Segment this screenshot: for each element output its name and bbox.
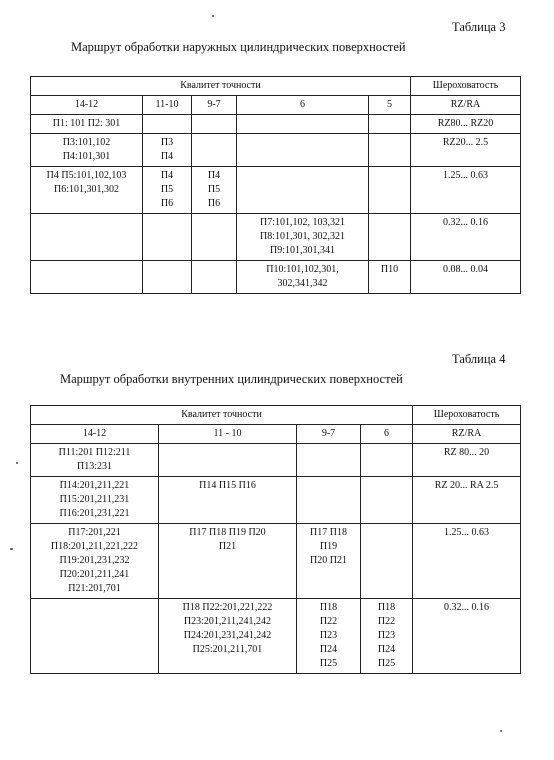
table-cell: [31, 134, 143, 167]
table4-header-col-14-12: 14-12: [31, 425, 159, 444]
cell-line: П6:101,301,302: [54, 184, 119, 195]
table-row: [31, 477, 521, 524]
table-cell: [192, 134, 237, 167]
cell-line: П24: [319, 644, 338, 655]
cell-line: П20:201,211,241: [59, 569, 130, 580]
table-cell: [31, 444, 159, 477]
cell-line: П24:201,231,241,242: [183, 630, 272, 641]
table-cell: [297, 599, 361, 674]
scan-speck: [212, 15, 214, 17]
table4-body: [31, 444, 521, 674]
scan-speck: [10, 548, 13, 550]
table-cell: [143, 261, 192, 294]
cell-line: П23: [377, 630, 396, 641]
cell-line: П5: [160, 184, 174, 195]
cell-line: П15:201,211,231: [59, 494, 130, 505]
cell-line: П11:201 П12:211: [58, 447, 131, 458]
table-cell: [143, 214, 192, 261]
cell-line: П7:101,102, 103,321: [260, 217, 345, 228]
table3-header-col-11-10: 11-10: [143, 96, 192, 115]
cell-line: П14 П15 П16: [199, 480, 256, 491]
cell-line: П21: [218, 541, 237, 552]
cell-line: П22: [319, 616, 338, 627]
cell-line: П23:201,211,241,242: [183, 616, 272, 627]
cell-line: П5: [207, 184, 221, 195]
cell-line: П17 П18 П19 П20: [189, 527, 266, 538]
table-cell: [361, 444, 413, 477]
cell-line: П19:201,231,232: [59, 555, 130, 566]
table-cell: [411, 261, 521, 294]
table3-header-col-9-7: 9-7: [192, 96, 237, 115]
table-cell: [369, 115, 411, 134]
table4-number: Таблица 4: [452, 352, 506, 366]
table-cell: [413, 524, 521, 599]
table-cell: [361, 524, 413, 599]
table-row: [31, 444, 521, 477]
table-cell: [143, 115, 192, 134]
cell-line: П10: [380, 264, 399, 275]
cell-line: П4: [160, 170, 174, 181]
table3-header-col-5: 5: [369, 96, 411, 115]
table-cell: [237, 115, 369, 134]
table-row: [31, 214, 521, 261]
cell-line: П25: [377, 658, 396, 669]
table-cell: [31, 167, 143, 214]
cell-line: П19: [319, 541, 338, 552]
table-cell: [31, 261, 143, 294]
table3-number: Таблица 3: [452, 20, 506, 34]
table-cell: [413, 444, 521, 477]
cell-line: П23: [319, 630, 338, 641]
cell-line: П17 П18: [310, 527, 347, 538]
cell-line: П25:201,211,701: [192, 644, 263, 655]
cell-line: П3: [160, 137, 174, 148]
table-cell: [192, 214, 237, 261]
cell-line: П13:231: [77, 461, 112, 472]
table4-header-col-11-10: 11 - 10: [159, 425, 297, 444]
table-row: [31, 599, 521, 674]
cell-line: П8:101,301, 302,321: [260, 231, 345, 242]
table-row: [31, 261, 521, 294]
cell-line: 1.25... 0.63: [443, 170, 488, 181]
cell-line: П16:201,231,221: [59, 508, 130, 519]
table4-header-col-9-7: 9-7: [297, 425, 361, 444]
cell-line: П3:101,102: [62, 137, 111, 148]
cell-line: П10:101,102,301,: [266, 264, 339, 275]
table-cell: [159, 444, 297, 477]
table3: [30, 76, 521, 294]
cell-line: RZ 80... 20: [443, 447, 490, 458]
table-cell: [31, 599, 159, 674]
table4-header-roughness-unit: RZ/RA: [413, 425, 521, 444]
table-row: [31, 115, 521, 134]
cell-line: 0.32... 0.16: [444, 602, 490, 613]
cell-line: П18: [377, 602, 396, 613]
cell-line: П6: [207, 198, 221, 209]
cell-line: RZ20... 2.5: [442, 137, 489, 148]
table-cell: [369, 167, 411, 214]
table4: [30, 405, 521, 674]
table-cell: [143, 134, 192, 167]
table3-header-group: Квалитет точности: [31, 77, 411, 96]
table-cell: [31, 524, 159, 599]
table-cell: [413, 599, 521, 674]
table-cell: [237, 134, 369, 167]
table-cell: [411, 115, 521, 134]
table4-header-roughness: Шероховатость: [413, 406, 521, 425]
cell-line: П14:201,211,221: [59, 480, 130, 491]
scan-speck: [16, 462, 18, 464]
table-cell: [237, 261, 369, 294]
cell-line: 0.08... 0.04: [443, 264, 488, 275]
cell-line: П20 П21: [310, 555, 347, 566]
table-cell: [369, 134, 411, 167]
cell-line: 302,341,342: [277, 278, 328, 289]
table-cell: [31, 115, 143, 134]
cell-line: П9:101,301,341: [270, 245, 335, 256]
cell-line: П6: [160, 198, 174, 209]
table-cell: [297, 477, 361, 524]
table-cell: [413, 477, 521, 524]
table3-header-col-6: 6: [237, 96, 369, 115]
cell-line: П4: [207, 170, 221, 181]
cell-line: П4 П5:101,102,103: [46, 170, 127, 181]
table-row: [31, 167, 521, 214]
table-cell: [159, 524, 297, 599]
table3-title: Маршрут обработки наружных цилиндрических поверхностей: [71, 40, 406, 54]
table-cell: [159, 599, 297, 674]
table-cell: [31, 477, 159, 524]
table3-header-col-14-12: 14-12: [31, 96, 143, 115]
table4-header-group: Квалитет точности: [31, 406, 413, 425]
cell-line: RZ80... RZ20: [437, 118, 494, 129]
table-cell: [361, 477, 413, 524]
table-cell: [297, 444, 361, 477]
cell-line: П4: [160, 151, 174, 162]
cell-line: П18: [319, 602, 338, 613]
table-row: [31, 524, 521, 599]
table-cell: [192, 115, 237, 134]
cell-line: 1.25... 0.63: [444, 527, 490, 538]
table3-body: [31, 115, 521, 294]
cell-line: П4:101,301: [62, 151, 111, 162]
cell-line: RZ 20... RA 2.5: [434, 480, 499, 491]
table-cell: [159, 477, 297, 524]
table-cell: [411, 214, 521, 261]
cell-line: П18 П22:201,221,222: [182, 602, 273, 613]
cell-line: П21:201,701: [68, 583, 121, 594]
table3-header-roughness-unit: RZ/RA: [411, 96, 521, 115]
table-cell: [31, 214, 143, 261]
table-cell: [192, 261, 237, 294]
table4-header-col-6: 6: [361, 425, 413, 444]
table-row: [31, 134, 521, 167]
table-cell: [192, 167, 237, 214]
cell-line: 0.32... 0.16: [443, 217, 488, 228]
table-cell: [369, 261, 411, 294]
table-cell: [237, 214, 369, 261]
table-cell: [411, 167, 521, 214]
cell-line: П25: [319, 658, 338, 669]
cell-line: П18:201,211,221,222: [50, 541, 139, 552]
cell-line: П1: 101 П2: 301: [52, 118, 121, 129]
scan-speck: [500, 730, 502, 732]
cell-line: П24: [377, 644, 396, 655]
table-cell: [411, 134, 521, 167]
table-cell: [369, 214, 411, 261]
cell-line: П22: [377, 616, 396, 627]
table-cell: [361, 599, 413, 674]
cell-line: П17:201,221: [68, 527, 121, 538]
table-cell: [297, 524, 361, 599]
table-cell: [143, 167, 192, 214]
table-cell: [237, 167, 369, 214]
table4-title: Маршрут обработки внутренних цилиндрических поверхностей: [60, 372, 403, 386]
table3-header-roughness: Шероховатость: [411, 77, 521, 96]
